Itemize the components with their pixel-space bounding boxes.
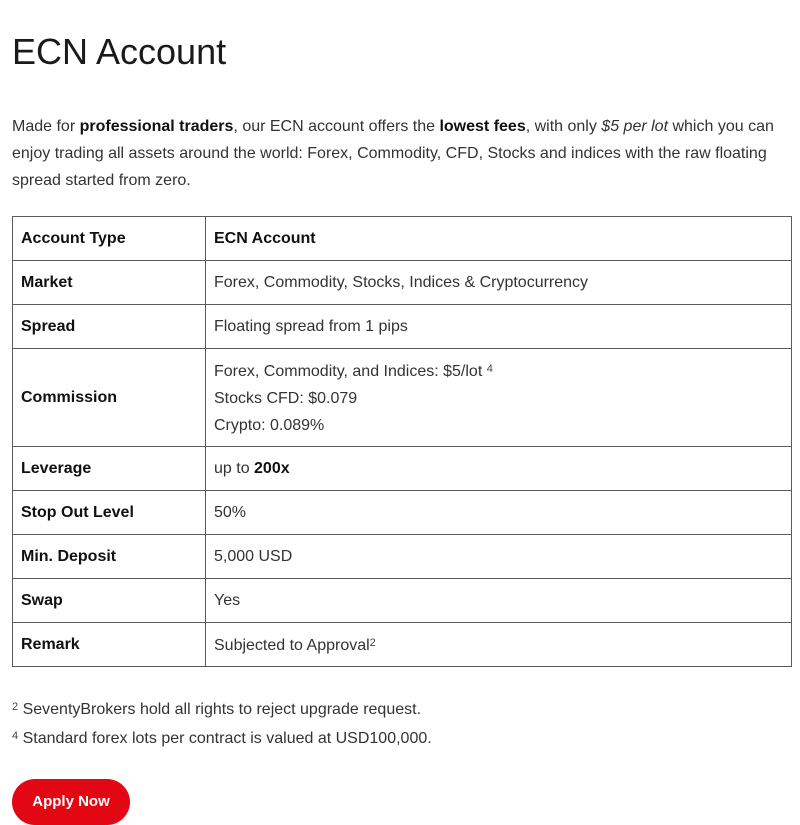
table-row xyxy=(13,261,792,305)
intro-text-1: Made for xyxy=(12,118,80,135)
row-value-spread: Floating spread from 1 pips xyxy=(206,305,792,349)
footnote-ref-2: 2 xyxy=(369,637,376,649)
table-row xyxy=(13,217,792,261)
table-row xyxy=(13,447,792,491)
row-value-account-type xyxy=(206,217,792,261)
row-label-swap: Swap xyxy=(13,579,206,623)
table-row xyxy=(13,579,792,623)
footnote-2 xyxy=(12,694,788,723)
footnote-text-4: Standard forex lots per contract is valued at USD100,000. xyxy=(18,730,432,747)
commission-forex: Forex, Commodity, and Indices: $5/lot xyxy=(214,363,483,380)
remark-text: Subjected to Approval xyxy=(214,637,370,654)
row-label-leverage: Leverage xyxy=(13,447,206,491)
leverage-amount: 200x xyxy=(254,460,290,477)
row-value-remark xyxy=(206,623,792,667)
intro-paragraph xyxy=(12,113,782,194)
row-value-commission xyxy=(206,349,792,447)
row-label-spread: Spread xyxy=(13,305,206,349)
intro-bold-professional: professional traders xyxy=(79,118,234,135)
commission-line-3: Crypto: 0.089% xyxy=(214,417,325,434)
intro-bold-lowest-fees: lowest fees xyxy=(439,118,526,135)
footnote-4 xyxy=(12,723,788,752)
table-row xyxy=(13,623,792,667)
footnote-mark-4: 4 xyxy=(12,730,19,742)
table-row xyxy=(13,305,792,349)
commission-line-2: Stocks CFD: $0.079 xyxy=(214,390,358,407)
row-value-leverage xyxy=(206,447,792,491)
row-label-min-deposit: Min. Deposit xyxy=(13,535,206,579)
row-label-remark: Remark xyxy=(13,623,206,667)
row-label-stop-out: Stop Out Level xyxy=(13,491,206,535)
footnote-mark-2: 2 xyxy=(12,701,19,713)
table-row xyxy=(13,349,792,447)
apply-now-button[interactable]: Apply Now xyxy=(12,779,130,825)
row-label-commission: Commission xyxy=(13,349,206,447)
intro-text-4: which you can enjoy trading all assets around the world: Forex, Commodity, CFD, Stocks and indices with the raw floating spread started from zero. xyxy=(12,118,774,189)
row-label-account-type: Account Type xyxy=(13,217,206,261)
table-row xyxy=(13,491,792,535)
account-type-value: ECN Account xyxy=(214,230,316,247)
intro-text-2: , our ECN account offers the xyxy=(233,118,440,135)
row-value-min-deposit: 5,000 USD xyxy=(206,535,792,579)
row-value-stop-out: 50% xyxy=(206,491,792,535)
leverage-prefix: up to xyxy=(214,460,255,477)
intro-italic-price: $5 per lot xyxy=(601,118,669,135)
row-label-market: Market xyxy=(13,261,206,305)
footnotes xyxy=(12,694,788,752)
commission-line-1 xyxy=(214,356,783,385)
account-spec-table xyxy=(12,216,792,667)
row-value-market: Forex, Commodity, Stocks, Indices & Cryptocurrency xyxy=(206,261,792,305)
page-title: ECN Account xyxy=(12,31,227,72)
row-value-swap: Yes xyxy=(206,579,792,623)
footnote-ref-4: 4 xyxy=(486,363,493,375)
intro-text-3: , with only xyxy=(525,118,602,135)
footnote-text-2: SeventyBrokers hold all rights to reject upgrade request. xyxy=(18,701,422,718)
table-row xyxy=(13,535,792,579)
